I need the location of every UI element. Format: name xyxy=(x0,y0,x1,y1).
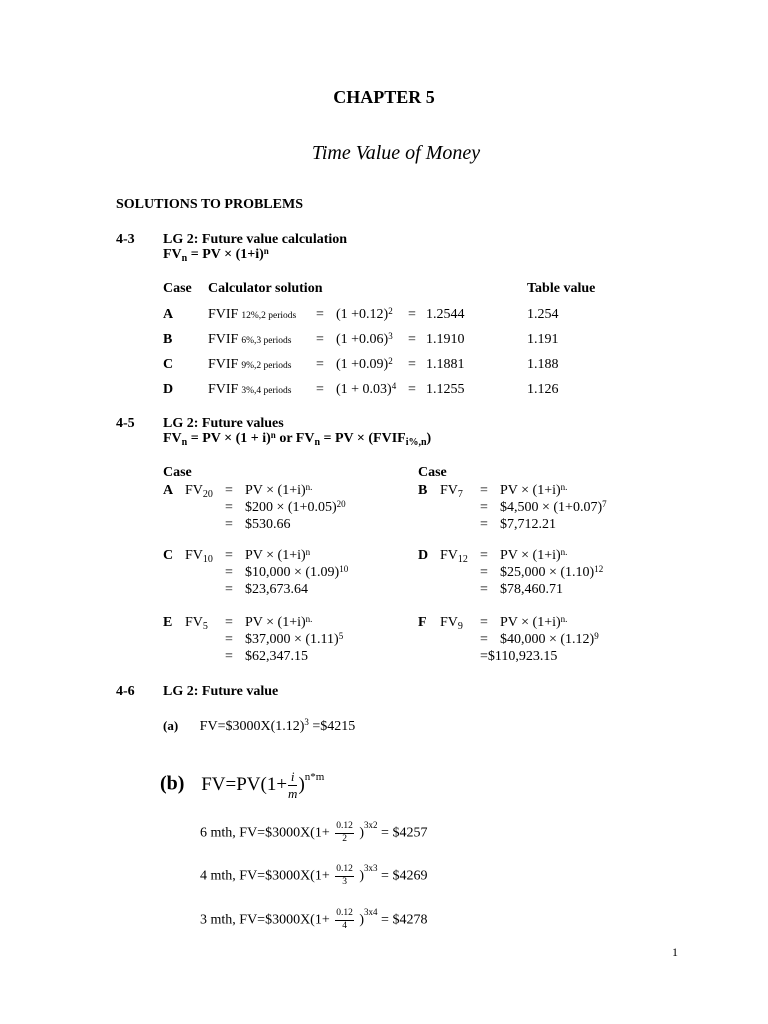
fv-subscript: 12 xyxy=(457,554,468,565)
case-value: $110,923.15 xyxy=(487,649,558,664)
expression-base: (1 +0.09) xyxy=(336,357,389,372)
case-value: $530.66 xyxy=(245,517,291,532)
row-table-value: 1.254 xyxy=(527,307,559,322)
row-equals: = xyxy=(316,307,324,322)
case-line xyxy=(500,616,567,630)
row-table-value: 1.191 xyxy=(527,332,559,347)
case-exponent: 7 xyxy=(602,499,607,509)
fv-label: FV xyxy=(440,548,458,563)
table-header-case: Case xyxy=(163,281,192,296)
row-fvif xyxy=(208,358,292,372)
row-result: 1.2544 xyxy=(426,307,465,322)
case-equals: = xyxy=(225,517,233,532)
fv-label: FV xyxy=(440,483,458,498)
line-paren: ) xyxy=(355,912,365,928)
compounding-line xyxy=(200,822,427,845)
case-value: $62,347.15 xyxy=(245,649,308,664)
case-line xyxy=(500,566,603,580)
fraction xyxy=(335,865,354,888)
part-b-formula: FV=PV(1+ $\frac{i}{m}$ )$^{n*m}$ xyxy=(201,769,325,801)
problem-heading-4-6: LG 2: Future value xyxy=(163,684,279,699)
case-letter: A xyxy=(163,483,174,498)
line-prefix: 6 mth, FV=$3000X(1+ xyxy=(200,825,334,841)
case-equals: = xyxy=(225,483,233,498)
fv-label: FV xyxy=(185,615,203,630)
row-fvif xyxy=(208,383,292,397)
problem-number-4-5: 4-5 xyxy=(116,416,135,431)
expression-base: (1 +0.06) xyxy=(336,332,389,347)
fvif-label: FVIF xyxy=(208,307,239,322)
row-equals: = xyxy=(316,382,324,397)
case-value: PV × (1+i) xyxy=(500,483,561,498)
case-value: $23,673.64 xyxy=(245,582,308,597)
row-expression xyxy=(336,308,393,322)
case-fv xyxy=(185,484,213,498)
case-exponent: n xyxy=(305,547,311,557)
fv-label: FV xyxy=(185,548,203,563)
row-equals: = xyxy=(408,382,416,397)
part-b xyxy=(160,770,324,800)
row-fvif xyxy=(208,333,292,347)
case-equals: = xyxy=(225,582,233,597)
case-equals: = xyxy=(225,632,233,647)
case-line xyxy=(245,583,308,597)
case-equals: = xyxy=(225,565,233,580)
case-value: $37,000 × (1.11) xyxy=(245,632,339,647)
problem-number-4-3: 4-3 xyxy=(116,232,135,247)
expression-exponent: 2 xyxy=(388,306,393,316)
case-value: PV × (1+i) xyxy=(500,615,561,630)
fraction xyxy=(335,909,354,932)
case-exponent: n. xyxy=(560,482,568,492)
case-label-left: Case xyxy=(163,465,192,480)
case-fv xyxy=(440,484,463,498)
fv-subscript: 5 xyxy=(202,621,208,632)
case-line xyxy=(245,566,348,580)
row-fvif xyxy=(208,308,296,322)
case-line xyxy=(245,501,346,515)
case-line xyxy=(245,549,310,563)
fv-label: FV xyxy=(185,483,203,498)
fvif-label: FVIF xyxy=(208,357,239,372)
row-result: 1.1910 xyxy=(426,332,465,347)
row-equals: = xyxy=(316,332,324,347)
case-line xyxy=(245,484,312,498)
case-line xyxy=(245,518,291,532)
case-line xyxy=(500,549,567,563)
fv-subscript: 10 xyxy=(202,554,213,565)
row-case-letter: C xyxy=(163,357,174,372)
case-exponent: n. xyxy=(560,614,568,624)
fv-subscript: 20 xyxy=(202,489,213,500)
case-equals: = xyxy=(225,500,233,515)
case-equals: = xyxy=(480,649,488,664)
fraction xyxy=(335,822,354,845)
line-result: = $4278 xyxy=(377,912,428,928)
case-letter: D xyxy=(418,548,429,563)
case-value: $25,000 × (1.10) xyxy=(500,565,595,580)
part-a-label: (a) xyxy=(163,718,179,733)
case-line xyxy=(245,650,308,664)
line-result: = $4257 xyxy=(377,825,428,841)
fraction-numerator: 0.12 xyxy=(335,865,354,877)
fvif-label: FVIF xyxy=(208,332,239,347)
case-value: $40,000 × (1.12) xyxy=(500,632,595,647)
case-value: PV × (1+i) xyxy=(500,548,561,563)
row-result: 1.1881 xyxy=(426,357,465,372)
fraction-numerator: 0.12 xyxy=(335,822,354,834)
case-equals: = xyxy=(480,565,488,580)
case-line xyxy=(245,633,343,647)
line-prefix: 4 mth, FV=$3000X(1+ xyxy=(200,868,334,884)
row-equals: = xyxy=(316,357,324,372)
fvif-subscript: 9%,2 periods xyxy=(241,361,292,371)
table-header-table-value: Table value xyxy=(527,281,596,296)
case-equals: = xyxy=(480,548,488,563)
part-b-label: (b) xyxy=(160,772,185,795)
formula-4-5: $FV_n$ = PV × $(1 + i)^n$ or $FV_n$ = PV × $(FVIF_{i\%,n})$ xyxy=(163,430,432,448)
case-equals: = xyxy=(480,582,488,597)
expression-base: (1 +0.12) xyxy=(336,307,389,322)
line-paren: ) xyxy=(355,868,365,884)
case-equals: = xyxy=(480,483,488,498)
row-case-letter: B xyxy=(163,332,173,347)
row-result: 1.1255 xyxy=(426,382,465,397)
case-line xyxy=(480,650,557,664)
case-letter: F xyxy=(418,615,427,630)
section-heading: SOLUTIONS TO PROBLEMS xyxy=(116,197,303,212)
case-value: PV × (1+i) xyxy=(245,548,306,563)
row-table-value: 1.188 xyxy=(527,357,559,372)
case-equals: = xyxy=(225,548,233,563)
case-exponent: 9 xyxy=(594,631,599,641)
line-paren: ) xyxy=(355,825,365,841)
case-equals: = xyxy=(225,649,233,664)
problem-heading-4-5: LG 2: Future values xyxy=(163,416,284,431)
fvif-subscript: 6%,3 periods xyxy=(241,336,292,346)
case-value: $78,460.71 xyxy=(500,582,563,597)
problem-number-4-6: 4-6 xyxy=(116,684,135,699)
row-equals: = xyxy=(408,332,416,347)
case-exponent: n. xyxy=(560,547,568,557)
fraction-numerator: 0.12 xyxy=(335,909,354,921)
part-a xyxy=(163,719,355,734)
case-equals: = xyxy=(480,615,488,630)
expression-exponent: 3 xyxy=(388,331,393,341)
line-prefix: 3 mth, FV=$3000X(1+ xyxy=(200,912,334,928)
row-case-letter: D xyxy=(163,382,174,397)
case-equals: = xyxy=(480,632,488,647)
row-expression xyxy=(336,358,393,372)
row-equals: = xyxy=(408,357,416,372)
case-letter: E xyxy=(163,615,173,630)
fraction-denominator: 4 xyxy=(342,920,347,931)
case-fv xyxy=(185,549,213,563)
case-fv xyxy=(185,616,208,630)
case-value: $4,500 × (1+0.07) xyxy=(500,500,603,515)
case-exponent: 20 xyxy=(336,499,346,509)
case-equals: = xyxy=(480,500,488,515)
row-case-letter: A xyxy=(163,307,174,322)
chapter-heading: CHAPTER 5 xyxy=(333,87,435,107)
row-table-value: 1.126 xyxy=(527,382,559,397)
fvif-subscript: 12%,2 periods xyxy=(241,311,297,321)
fv-subscript: 7 xyxy=(457,489,463,500)
fv-subscript: 9 xyxy=(457,621,463,632)
case-value: $10,000 × (1.09) xyxy=(245,565,340,580)
case-exponent: 12 xyxy=(594,564,604,574)
case-value: $200 × (1+0.05) xyxy=(245,500,337,515)
case-letter: B xyxy=(418,483,428,498)
problem-heading-4-3: LG 2: Future value calculation xyxy=(163,232,348,247)
case-label-right: Case xyxy=(418,465,447,480)
compounding-line xyxy=(200,909,427,932)
table-header-calculator: Calculator solution xyxy=(208,281,323,296)
fraction-denominator: 3 xyxy=(342,876,347,887)
expression-exponent: 2 xyxy=(388,356,393,366)
case-line xyxy=(245,616,312,630)
case-line xyxy=(500,583,563,597)
part-a-formula: $FV=\$3000X(1.12)^3$ =$4215 xyxy=(199,717,356,734)
case-line xyxy=(500,501,607,515)
chapter-title: Time Value of Money xyxy=(311,142,481,164)
case-fv xyxy=(440,616,463,630)
row-expression xyxy=(336,383,396,397)
formula-4-3: $FV_n$ = PV × $(1+i)^n$ xyxy=(163,246,269,264)
case-fv xyxy=(440,549,468,563)
case-line xyxy=(500,518,556,532)
case-exponent: n. xyxy=(305,482,313,492)
row-equals: = xyxy=(408,307,416,322)
fvif-label: FVIF xyxy=(208,382,239,397)
fv-label: FV xyxy=(440,615,458,630)
case-line xyxy=(500,484,567,498)
case-exponent: n. xyxy=(305,614,313,624)
case-value: PV × (1+i) xyxy=(245,483,306,498)
row-expression xyxy=(336,333,393,347)
line-exponent: 3x2 xyxy=(364,820,378,830)
line-exponent: 3x4 xyxy=(364,907,378,917)
case-letter: C xyxy=(163,548,174,563)
compounding-line xyxy=(200,865,427,888)
case-value: PV × (1+i) xyxy=(245,615,306,630)
case-equals: = xyxy=(480,517,488,532)
case-equals: = xyxy=(225,615,233,630)
fraction-denominator: 2 xyxy=(342,833,347,844)
case-exponent: 5 xyxy=(338,631,344,641)
case-line xyxy=(500,633,599,647)
fvif-subscript: 3%,4 periods xyxy=(241,386,292,396)
expression-exponent: 4 xyxy=(391,381,397,391)
case-exponent: 10 xyxy=(339,564,349,574)
expression-base: (1 + 0.03) xyxy=(336,382,392,397)
case-value: $7,712.21 xyxy=(500,517,556,532)
line-result: = $4269 xyxy=(377,868,428,884)
page-number: 1 xyxy=(672,945,678,959)
line-exponent: 3x3 xyxy=(364,863,378,873)
